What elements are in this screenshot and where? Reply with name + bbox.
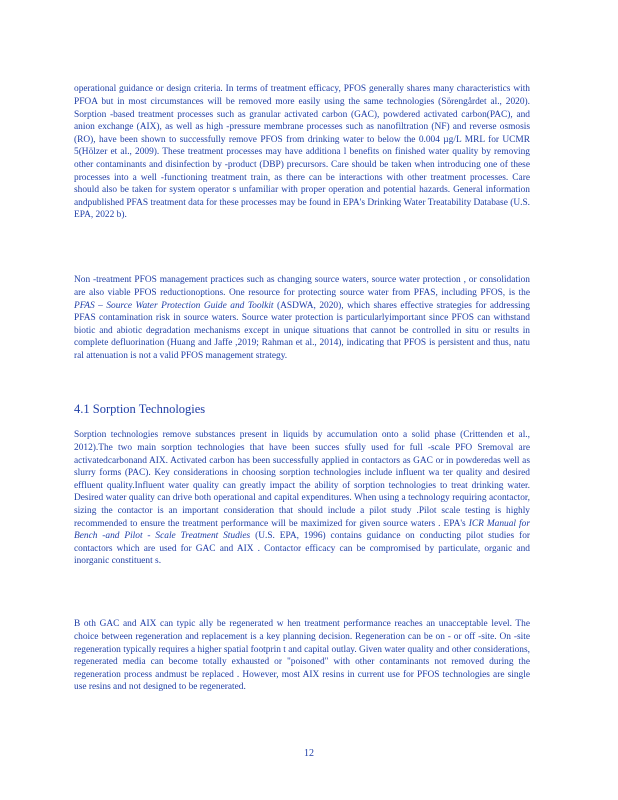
paragraph-sorption-technologies <box>74 429 530 568</box>
page-number: 12 <box>304 748 314 759</box>
paragraph-treatment-efficacy: operational guidance or design criteria. In terms of treatment efficacy, PFOS generally shares many characteristics with PFOA but in most circumstances will be removed more easily using the same technologies (Sörengårdet al., 2020). Sorption -based treatment processes such as granular activated carbon (GAC), powdered activated carbon(PAC), and anion exchange (AIX), as well as high -pressure membrane processes such as nanofiltration (NF) and reverse osmosis (RO), have been shown to successfully remove PFOS from drinking water to below the 0.004 µg/L MRL for UCMR 5(Hölzer et al., 2009). These treatment processes may have additiona l benefits on finished water quality by removing other contaminants and disinfection by -product (DBP) precursors. Care should be taken when introducing one of these processes into a well -functioning treatment train, as there can be interactions with other treatment processes. Care should also be taken for system operator s unfamiliar with proper operation and potential hazards. General information andpublished PFAS treatment data for these processes may be found in EPA's Drinking Water Treatability Database (U.S. EPA, 2022 b). <box>74 84 530 221</box>
paragraph-regeneration: B oth GAC and AIX can typic ally be regenerated w hen treatment performance reaches an unacceptable level. The choice between regeneration and replacement is a key planning decision. Regeneration can be on - or off -site. On -site regeneration typically requires a higher spatial footprin t and capital outlay. Given water quality and other considerations, regenerated media can become totally exhausted or "poisoned" with other contaminants not removed during the regeneration process andmust be replaced . However, most AIX resins in current use for PFOS technologies are single use resins and not designed to be regenerated. <box>74 619 530 693</box>
paragraph-text: Non -treatment PFOS management practices such as changing source waters, source water protection , or consolidation are also viable PFOS reductionoptions. One resource for protecting source water from PFAS, including PFOS, is the <box>74 275 530 298</box>
paragraph-text: (U.S. EPA, 1996) contains guidance on conducting pilot studies for contactors which are used for GAC and AIX . Contactor efficacy can be compromised by particulate, organic and inorganic constituent s. <box>74 531 531 567</box>
paragraph-text: Sorption technologies remove substances present in liquids by accumulation onto a solid phase (Crittenden et al., 2012).The two main sorption technologies that have been succes sfully used for full -scale PFO Sremoval are activatedcarbonand AIX. Activated carbon has been successfully applied in contactors as GAC or in powderedas well as slurry forms (PAC). Key considerations in choosing sorption technologies include influent wa ter quality and desired effluent quality.Influent water quality can greatly impact the ability of sorption technologies to treat drinking water. Desired water quality can drive both operational and capital expenditures. When using a technology requiring acontactor, sizing the contactor is an important consideration that should include a pilot study .Pilot scale testing is highly recommended to ensure the treatment performance will be maximized for given source waters . EPA's <box>74 430 530 529</box>
guide-title-italic: PFAS – Source Water Protection Guide and Toolkit <box>74 300 274 311</box>
section-heading: 4.1 Sorption Technologies <box>74 402 206 416</box>
paragraph-non-treatment-management <box>74 274 530 362</box>
paragraph-text: (ASDWA, 2020), which shares effective strategies for addressing PFAS contamination risk in source waters. Source water protection is particularlyimportant since PFOS can withstand biotic and abiotic degradation mechanisms except in unique situations that cannot be controlled in situ or results in complete defluorination (Huang and Jaffe ,2019; Rahman et al., 2014), indicating that PFOS is persistent and thus, natu ral attenuation is not a valid PFOS management strategy. <box>74 300 530 361</box>
manual-title-italic: ICR Manual for Bench -and Pilot - Scale Treatment Studies <box>74 518 530 542</box>
